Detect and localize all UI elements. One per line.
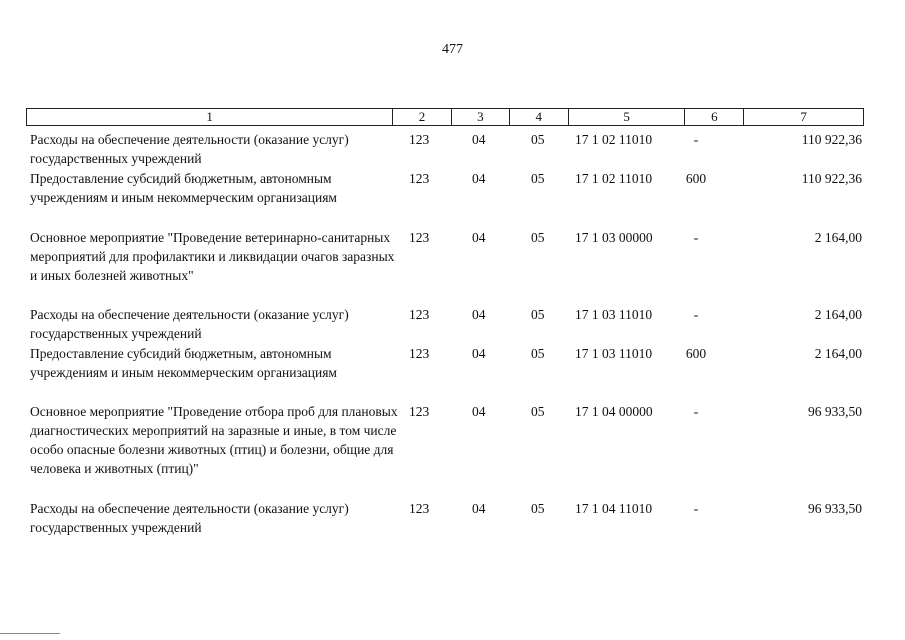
row-col-5: 17 1 04 11010 [575, 501, 653, 516]
header-col-5: 5 [569, 109, 686, 125]
row-col-3: 04 [472, 307, 486, 322]
header-col-7: 7 [800, 109, 807, 124]
row-col-4: 05 [531, 230, 545, 245]
header-col-2: 2 [393, 109, 452, 125]
row-col-5: 17 1 03 11010 [575, 307, 653, 322]
row-col-5: 17 1 03 00000 [575, 230, 653, 245]
row-col-6: - [693, 230, 699, 245]
row-col-2: 123 [409, 346, 430, 361]
row-col-3: 04 [472, 230, 486, 245]
row-col-7: 110 922,36 [801, 132, 862, 147]
table-header [26, 108, 864, 126]
row-col-6: - [693, 501, 699, 516]
row-col-7: 96 933,50 [808, 404, 862, 419]
row-col-7: 2 164,00 [814, 230, 862, 245]
row-col-2: 123 [409, 404, 430, 419]
row-col-3: 04 [472, 346, 486, 361]
row-col-6: 600 [685, 346, 707, 361]
header-col-6: 6 [685, 109, 744, 125]
row-col-2: 123 [409, 501, 430, 516]
row-col-4: 05 [531, 501, 545, 516]
row-col-2: 123 [409, 132, 430, 147]
row-description: Расходы на обеспечение деятельности (оказание услуг) государственных учреждений [30, 132, 349, 166]
row-col-3: 04 [472, 501, 486, 516]
row-col-5: 17 1 03 11010 [575, 346, 653, 361]
page-number: 477 [442, 42, 463, 57]
row-description: Предоставление субсидий бюджетным, автономным учреждениям и иным некоммерческим организациям [30, 171, 337, 205]
row-description: Предоставление субсидий бюджетным, автономным учреждениям и иным некоммерческим организациям [30, 346, 337, 380]
row-col-6: 600 [685, 171, 707, 186]
row-col-4: 05 [531, 171, 545, 186]
row-description: Расходы на обеспечение деятельности (оказание услуг) государственных учреждений [30, 501, 349, 535]
row-col-5: 17 1 04 00000 [575, 404, 653, 419]
row-col-2: 123 [409, 307, 430, 322]
row-col-4: 05 [531, 132, 545, 147]
row-col-6: - [693, 307, 699, 322]
row-col-3: 04 [472, 132, 486, 147]
header-col-1: 1 [27, 109, 393, 125]
row-description: Основное мероприятие "Проведение отбора проб для плановых диагностических мероприятий на заразные и иные, в том числе особо опасные болезни животных (птиц) и болезни, общие для человека и животных (птиц)" [30, 404, 398, 476]
row-col-5: 17 1 02 11010 [575, 132, 653, 147]
row-col-7: 96 933,50 [808, 501, 862, 516]
row-col-2: 123 [409, 171, 430, 186]
scan-edge-mark [0, 633, 60, 638]
row-col-5: 17 1 02 11010 [575, 171, 653, 186]
row-col-7: 2 164,00 [814, 346, 862, 361]
header-col-4: 4 [510, 109, 569, 125]
row-col-4: 05 [531, 346, 545, 361]
row-col-7: 2 164,00 [814, 307, 862, 322]
row-col-7: 110 922,36 [801, 171, 862, 186]
row-col-6: - [693, 404, 699, 419]
row-description: Основное мероприятие "Проведение ветеринарно-санитарных мероприятий для профилактики и ликвидации очагов заразных и иных болезней животных" [30, 230, 395, 283]
row-col-6: - [693, 132, 699, 147]
row-col-2: 123 [409, 230, 430, 245]
row-col-3: 04 [472, 404, 486, 419]
row-col-3: 04 [472, 171, 486, 186]
row-col-4: 05 [531, 404, 545, 419]
row-description: Расходы на обеспечение деятельности (оказание услуг) государственных учреждений [30, 307, 349, 341]
row-col-4: 05 [531, 307, 545, 322]
header-col-3: 3 [452, 109, 510, 125]
